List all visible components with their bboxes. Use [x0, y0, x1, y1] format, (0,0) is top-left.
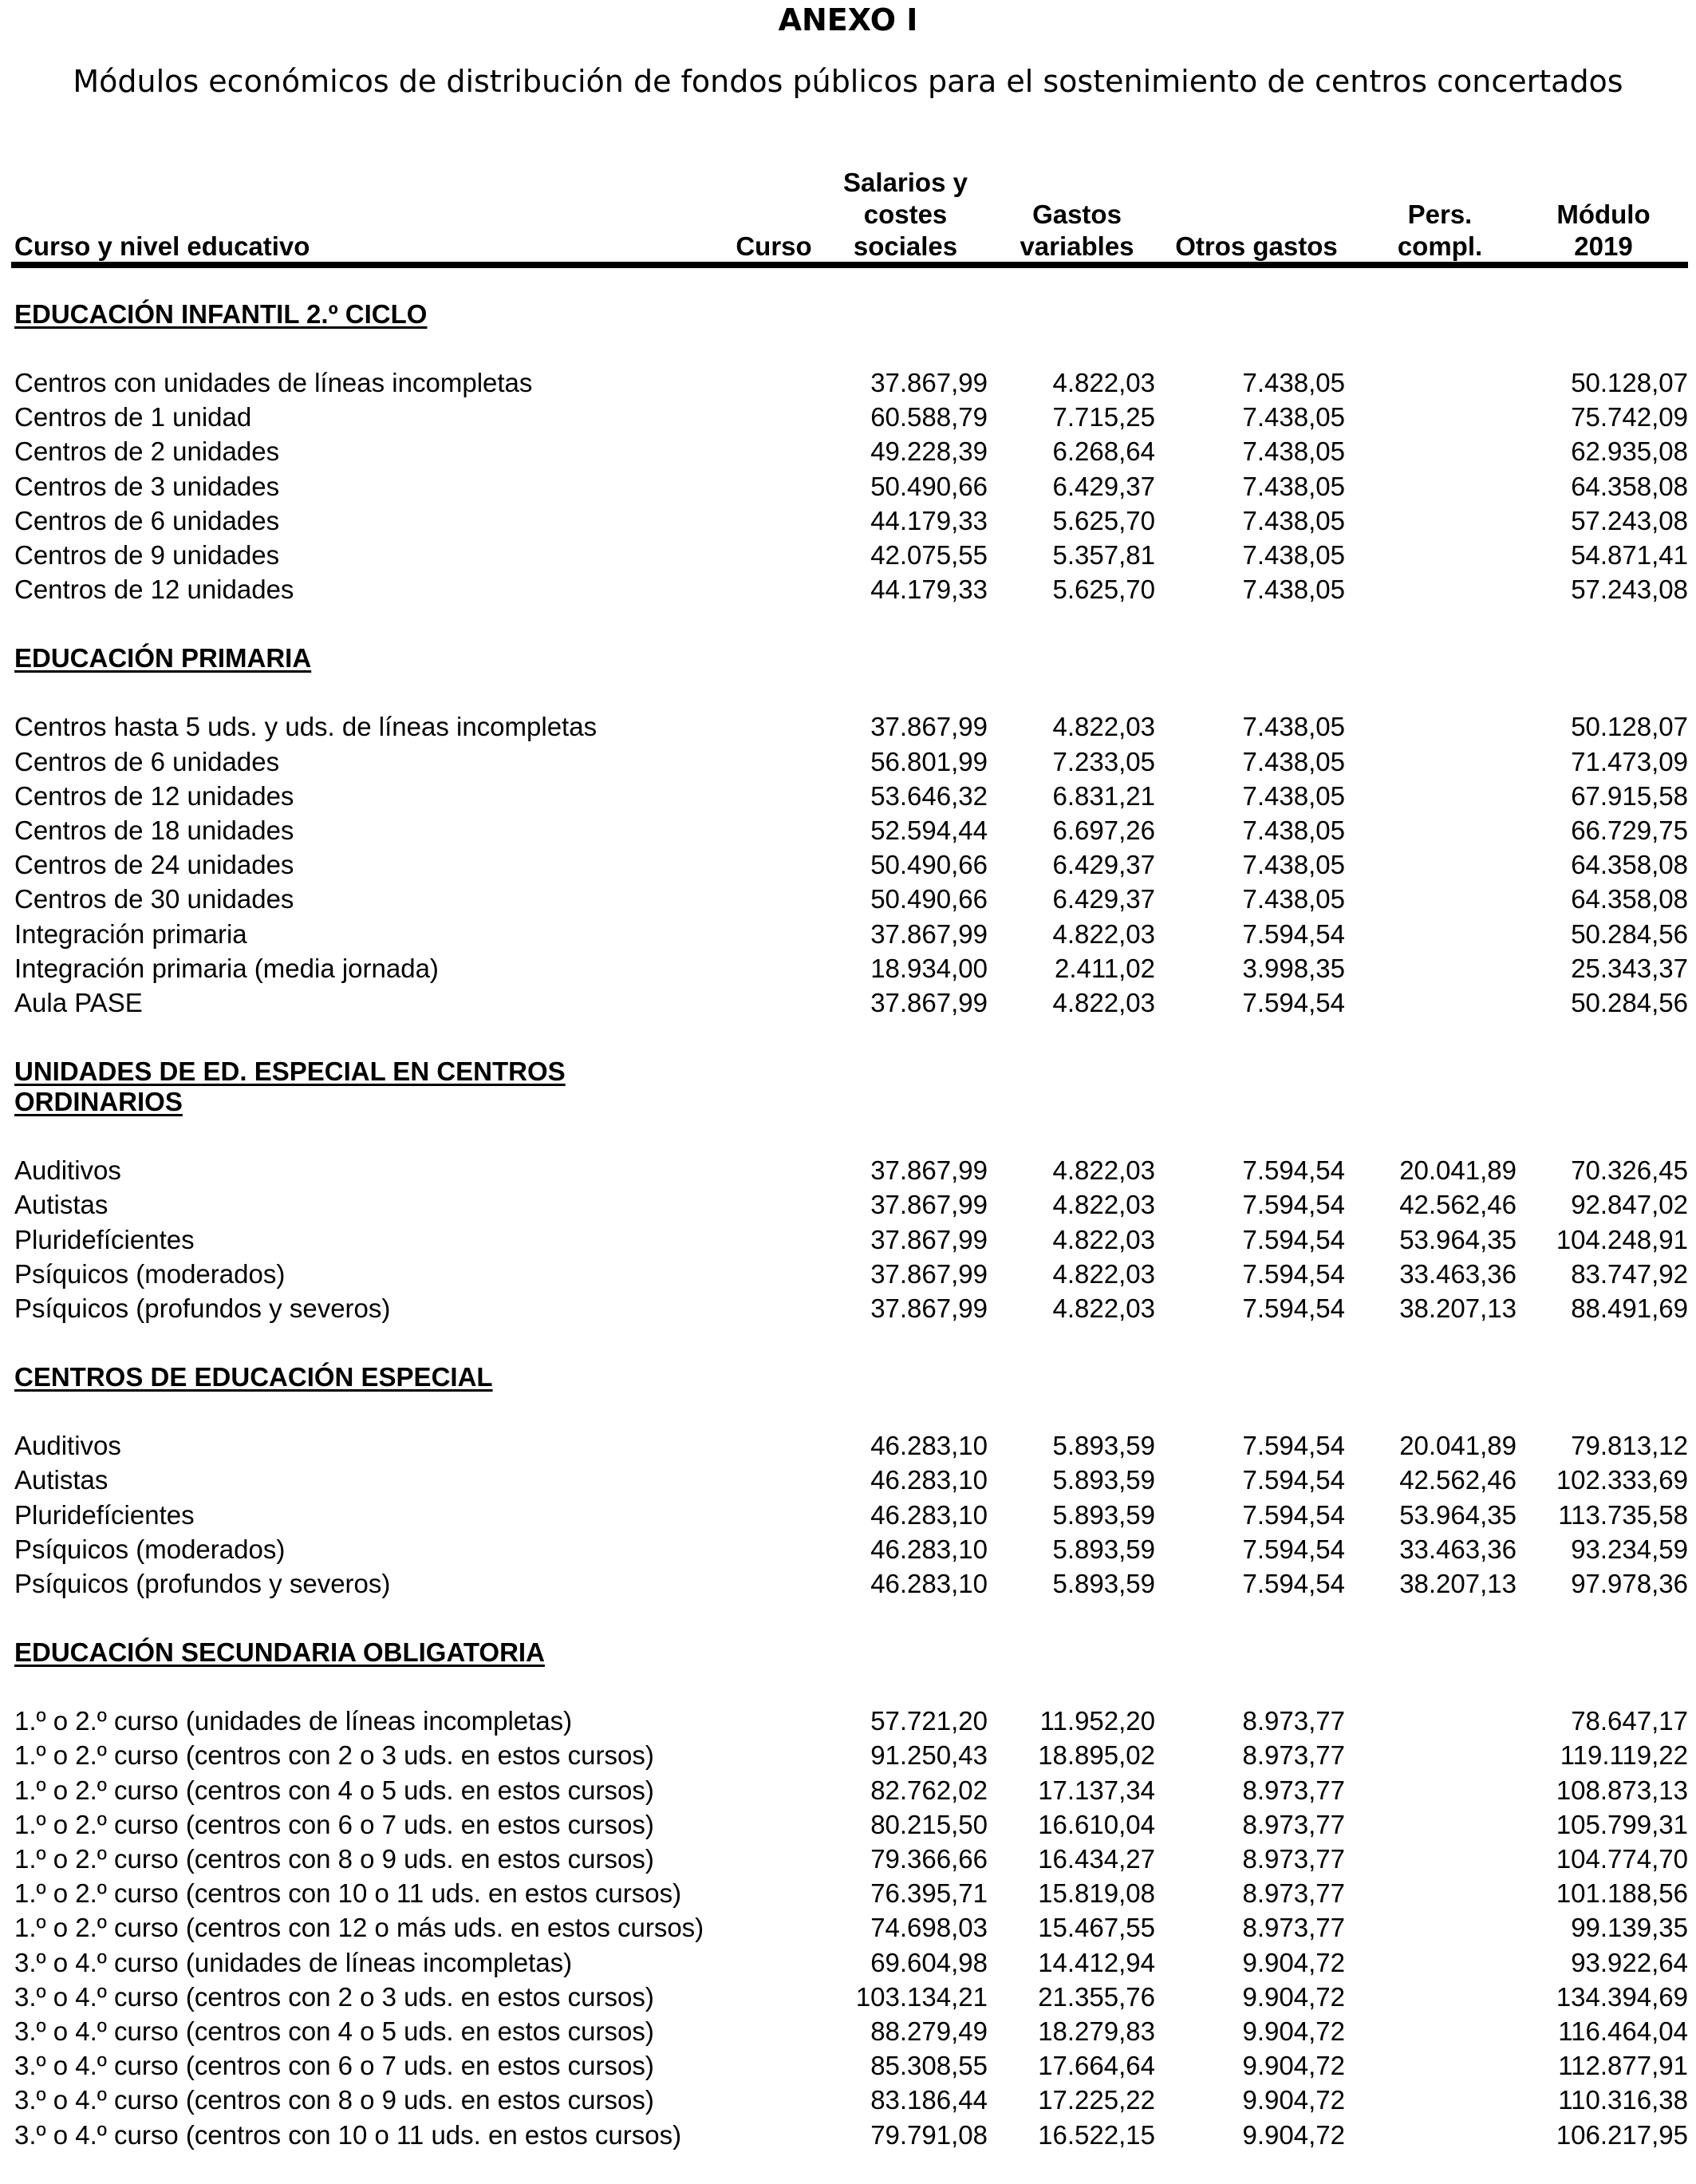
otros-cell: 7.438,05: [1242, 575, 1345, 605]
column-header-modulo: [1528, 199, 1679, 263]
row-label: Psíquicos (profundos y severos): [14, 1293, 391, 1323]
gastos-cell: 17.137,34: [1038, 1775, 1155, 1805]
section-heading: EDUCACIÓN PRIMARIA: [14, 643, 312, 673]
otros-cell: 8.973,77: [1242, 1878, 1345, 1909]
modulo-cell: 71.473,09: [1571, 746, 1688, 776]
pers-cell: 33.463,36: [1399, 1534, 1517, 1564]
row-label: 1.º o 2.º curso (centros con 8 o 9 uds. en estos cursos): [14, 1844, 654, 1874]
row-label: Centros de 24 unidades: [14, 850, 294, 880]
gastos-cell: 15.467,55: [1038, 1913, 1155, 1943]
modulo-cell: 78.647,17: [1571, 1706, 1688, 1736]
header-rule: [11, 262, 1688, 268]
gastos-cell: 5.357,81: [1052, 540, 1155, 570]
gastos-cell: 6.429,37: [1052, 471, 1155, 501]
gastos-cell: 7.233,05: [1052, 746, 1155, 776]
column-header-modulo-line: 2019: [1574, 231, 1633, 261]
otros-cell: 7.594,54: [1242, 988, 1345, 1017]
row-label: Auditivos: [14, 1431, 121, 1461]
salarios-cell: 46.283,10: [870, 1431, 988, 1461]
row-label: Centros de 30 unidades: [14, 884, 294, 914]
salarios-cell: 37.867,99: [870, 988, 988, 1017]
gastos-cell: 17.664,64: [1038, 2051, 1155, 2081]
modulo-cell: 25.343,37: [1571, 953, 1688, 983]
salarios-cell: 37.867,99: [870, 1224, 988, 1254]
modulo-cell: 57.243,08: [1571, 505, 1688, 535]
modulo-cell: 50.284,56: [1571, 988, 1688, 1017]
row-label: 1.º o 2.º curso (centros con 6 o 7 uds. en estos cursos): [14, 1809, 654, 1839]
modulo-cell: 104.248,91: [1556, 1224, 1688, 1254]
modulo-cell: 50.284,56: [1571, 918, 1688, 949]
salarios-cell: 91.250,43: [870, 1740, 988, 1771]
gastos-cell: 6.268,64: [1052, 436, 1155, 467]
column-header-pers-line: Pers.: [1407, 199, 1473, 229]
modulo-cell: 88.491,69: [1571, 1293, 1688, 1323]
otros-cell: 9.904,72: [1242, 2085, 1345, 2115]
row-label: Centros de 2 unidades: [14, 436, 280, 467]
modulo-cell: 54.871,41: [1571, 540, 1688, 570]
salarios-cell: 50.490,66: [870, 884, 988, 914]
row-label: 3.º o 4.º curso (unidades de líneas incompletas): [14, 1947, 573, 1977]
gastos-cell: 21.355,76: [1038, 1981, 1155, 2012]
column-header-pers: [1372, 199, 1508, 263]
otros-cell: 7.438,05: [1242, 540, 1345, 570]
salarios-cell: 50.490,66: [870, 850, 988, 880]
gastos-cell: 6.697,26: [1052, 816, 1155, 845]
gastos-cell: 16.434,27: [1038, 1844, 1155, 1874]
table-header: [0, 164, 1696, 263]
gastos-cell: 4.822,03: [1052, 918, 1155, 949]
column-header-pers-line: compl.: [1397, 231, 1483, 261]
otros-cell: 8.973,77: [1242, 1775, 1345, 1805]
salarios-cell: 53.646,32: [870, 780, 988, 811]
row-label: Psíquicos (profundos y severos): [14, 1569, 391, 1598]
gastos-cell: 4.822,03: [1052, 368, 1155, 397]
modulo-cell: 134.394,69: [1556, 1981, 1688, 2012]
modulo-cell: 101.188,56: [1556, 1878, 1688, 1909]
gastos-cell: 4.822,03: [1052, 1190, 1155, 1220]
row-label: Autistas: [14, 1190, 108, 1220]
salarios-cell: 37.867,99: [870, 1155, 988, 1186]
otros-cell: 7.438,05: [1242, 436, 1345, 467]
column-header-salarios-line: sociales: [853, 231, 958, 261]
gastos-cell: 5.893,59: [1052, 1569, 1155, 1598]
row-label: Centros de 3 unidades: [14, 471, 280, 501]
otros-cell: 7.438,05: [1242, 780, 1345, 811]
row-label: 1.º o 2.º curso (centros con 10 o 11 uds. en estos cursos): [14, 1878, 682, 1909]
modulo-cell: 112.877,91: [1558, 2051, 1688, 2081]
salarios-cell: 46.283,10: [870, 1499, 988, 1530]
row-label: 1.º o 2.º curso (centros con 2 o 3 uds. en estos cursos): [14, 1740, 654, 1771]
row-label: Centros de 6 unidades: [14, 505, 280, 535]
gastos-cell: 4.822,03: [1052, 1224, 1155, 1254]
row-label: Pluridefícientes: [14, 1224, 195, 1254]
gastos-cell: 18.895,02: [1038, 1740, 1155, 1771]
row-label: Centros de 9 unidades: [14, 540, 280, 570]
otros-cell: 9.904,72: [1242, 1981, 1345, 2012]
salarios-cell: 76.395,71: [870, 1878, 988, 1909]
row-label: Auditivos: [14, 1155, 121, 1186]
otros-cell: 7.594,54: [1242, 1258, 1345, 1289]
gastos-cell: 6.429,37: [1052, 850, 1155, 880]
salarios-cell: 46.283,10: [870, 1569, 988, 1598]
salarios-cell: 37.867,99: [870, 368, 988, 397]
gastos-cell: 4.822,03: [1052, 1258, 1155, 1289]
otros-cell: 8.973,77: [1242, 1913, 1345, 1943]
salarios-cell: 37.867,99: [870, 918, 988, 949]
column-header-modulo-line: Módulo: [1556, 199, 1651, 229]
salarios-cell: 103.134,21: [855, 1981, 988, 2012]
otros-cell: 7.438,05: [1242, 471, 1345, 501]
modulo-cell: 50.128,07: [1571, 368, 1688, 397]
otros-cell: 7.594,54: [1242, 1465, 1345, 1495]
column-header-curso: Curso: [736, 231, 812, 261]
gastos-cell: 5.625,70: [1052, 575, 1155, 605]
row-label: 3.º o 4.º curso (centros con 4 o 5 uds. en estos cursos): [14, 2016, 654, 2046]
salarios-cell: 46.283,10: [870, 1465, 988, 1495]
pers-cell: 42.562,46: [1399, 1465, 1517, 1495]
row-label: Centros de 12 unidades: [14, 575, 294, 605]
otros-cell: 7.594,54: [1242, 1293, 1345, 1323]
otros-cell: 8.973,77: [1242, 1844, 1345, 1874]
row-label: Autistas: [14, 1465, 108, 1495]
modulo-cell: 62.935,08: [1571, 436, 1688, 467]
gastos-cell: 7.715,25: [1052, 402, 1155, 432]
modulo-cell: 79.813,12: [1571, 1431, 1688, 1461]
modulo-cell: 64.358,08: [1571, 884, 1688, 914]
gastos-cell: 17.225,22: [1038, 2085, 1155, 2115]
column-header-gastos-line: Gastos: [1032, 199, 1122, 229]
modulo-cell: 67.915,58: [1571, 780, 1688, 811]
pers-cell: 42.562,46: [1399, 1190, 1517, 1220]
row-label: Psíquicos (moderados): [14, 1534, 286, 1564]
row-label: Centros de 18 unidades: [14, 816, 294, 845]
gastos-cell: 5.893,59: [1052, 1465, 1155, 1495]
otros-cell: 7.438,05: [1242, 402, 1345, 432]
column-header-otros: Otros gastos: [1175, 231, 1338, 261]
row-label: Integración primaria (media jornada): [14, 953, 439, 983]
row-label: 1.º o 2.º curso (centros con 12 o más uds. en estos cursos): [14, 1913, 704, 1943]
row-label: 1.º o 2.º curso (centros con 4 o 5 uds. en estos cursos): [14, 1775, 654, 1805]
otros-cell: 3.998,35: [1242, 953, 1345, 983]
gastos-cell: 16.522,15: [1038, 2119, 1155, 2150]
row-label: 1.º o 2.º curso (unidades de líneas incompletas): [14, 1706, 573, 1736]
gastos-cell: 5.625,70: [1052, 505, 1155, 535]
otros-cell: 9.904,72: [1242, 2119, 1345, 2150]
section-heading: CENTROS DE EDUCACIÓN ESPECIAL: [14, 1362, 493, 1392]
modulo-cell: 119.119,22: [1560, 1740, 1688, 1771]
row-label: Centros de 6 unidades: [14, 746, 280, 776]
otros-cell: 7.438,05: [1242, 746, 1345, 776]
gastos-cell: 15.819,08: [1038, 1878, 1155, 1909]
section-heading: EDUCACIÓN SECUNDARIA OBLIGATORIA: [14, 1637, 545, 1668]
row-label: Pluridefícientes: [14, 1499, 195, 1530]
otros-cell: 7.438,05: [1242, 816, 1345, 845]
salarios-cell: 44.179,33: [870, 505, 988, 535]
otros-cell: 7.438,05: [1242, 368, 1345, 397]
gastos-cell: 18.279,83: [1038, 2016, 1155, 2046]
gastos-cell: 11.952,20: [1039, 1706, 1155, 1736]
gastos-cell: 5.893,59: [1052, 1534, 1155, 1564]
modulo-cell: 93.922,64: [1571, 1947, 1688, 1977]
modulo-cell: 83.747,92: [1571, 1258, 1688, 1289]
otros-cell: 9.904,72: [1242, 1947, 1345, 1977]
gastos-cell: 5.893,59: [1052, 1499, 1155, 1530]
pers-cell: 20.041,89: [1399, 1155, 1517, 1186]
gastos-cell: 6.429,37: [1052, 884, 1155, 914]
modulo-cell: 64.358,08: [1571, 471, 1688, 501]
salarios-cell: 79.366,66: [870, 1844, 988, 1874]
otros-cell: 8.973,77: [1242, 1809, 1345, 1839]
otros-cell: 7.594,54: [1242, 1224, 1345, 1254]
pers-cell: 53.964,35: [1399, 1499, 1517, 1530]
column-header-gastos-line: variables: [1020, 231, 1134, 261]
salarios-cell: 83.186,44: [870, 2085, 988, 2115]
gastos-cell: 2.411,02: [1054, 953, 1155, 983]
salarios-cell: 79.791,08: [870, 2119, 988, 2150]
salarios-cell: 37.867,99: [870, 712, 988, 742]
salarios-cell: 82.762,02: [870, 1775, 988, 1805]
otros-cell: 9.904,72: [1242, 2016, 1345, 2046]
salarios-cell: 42.075,55: [870, 540, 988, 570]
pers-cell: 33.463,36: [1399, 1258, 1517, 1289]
salarios-cell: 85.308,55: [870, 2051, 988, 2081]
row-label: Centros con unidades de líneas incompletas: [14, 368, 533, 397]
column-header-gastos: [1001, 199, 1153, 263]
row-label: Centros de 12 unidades: [14, 780, 294, 811]
column-header-salarios: [822, 167, 989, 263]
modulo-cell: 75.742,09: [1571, 402, 1688, 432]
otros-cell: 7.594,54: [1242, 1431, 1345, 1461]
otros-cell: 8.973,77: [1242, 1706, 1345, 1736]
modulo-cell: 97.978,36: [1571, 1569, 1688, 1598]
page-title: ANEXO I: [778, 2, 918, 38]
row-label: 3.º o 4.º curso (centros con 6 o 7 uds. en estos cursos): [14, 2051, 654, 2081]
pers-cell: 38.207,13: [1399, 1569, 1517, 1598]
gastos-cell: 4.822,03: [1052, 988, 1155, 1017]
modulo-cell: 113.735,58: [1558, 1499, 1688, 1530]
modulo-cell: 104.774,70: [1556, 1844, 1688, 1874]
otros-cell: 7.438,05: [1242, 505, 1345, 535]
gastos-cell: 5.893,59: [1052, 1431, 1155, 1461]
salarios-cell: 37.867,99: [870, 1258, 988, 1289]
row-label: Psíquicos (moderados): [14, 1258, 286, 1289]
gastos-cell: 14.412,94: [1038, 1947, 1155, 1977]
salarios-cell: 50.490,66: [870, 471, 988, 501]
gastos-cell: 6.831,21: [1052, 780, 1155, 811]
gastos-cell: 4.822,03: [1052, 712, 1155, 742]
otros-cell: 7.438,05: [1242, 850, 1345, 880]
modulo-cell: 70.326,45: [1571, 1155, 1688, 1186]
gastos-cell: 4.822,03: [1052, 1293, 1155, 1323]
salarios-cell: 74.698,03: [870, 1913, 988, 1943]
salarios-cell: 88.279,49: [870, 2016, 988, 2046]
gastos-cell: 4.822,03: [1052, 1155, 1155, 1186]
otros-cell: 7.594,54: [1242, 1190, 1345, 1220]
salarios-cell: 60.588,79: [870, 402, 988, 432]
modulo-cell: 110.316,38: [1558, 2085, 1688, 2115]
row-label: Centros hasta 5 uds. y uds. de líneas incompletas: [14, 712, 598, 742]
modulo-cell: 106.217,95: [1556, 2119, 1688, 2150]
otros-cell: 7.594,54: [1242, 918, 1345, 949]
pers-cell: 53.964,35: [1399, 1224, 1517, 1254]
modulo-cell: 66.729,75: [1571, 816, 1688, 845]
pers-cell: 20.041,89: [1399, 1431, 1517, 1461]
salarios-cell: 37.867,99: [870, 1190, 988, 1220]
modulo-cell: 99.139,35: [1571, 1913, 1688, 1943]
modulo-cell: 57.243,08: [1571, 575, 1688, 605]
section-heading: ORDINARIOS: [14, 1087, 183, 1117]
column-header-nivel: Curso y nivel educativo: [14, 231, 310, 261]
salarios-cell: 44.179,33: [870, 575, 988, 605]
page-subtitle: Módulos económicos de distribución de fondos públicos para el sostenimiento de centros concertados: [73, 64, 1623, 99]
otros-cell: 9.904,72: [1242, 2051, 1345, 2081]
row-label: 3.º o 4.º curso (centros con 10 o 11 uds. en estos cursos): [14, 2119, 682, 2150]
salarios-cell: 18.934,00: [870, 953, 988, 983]
gastos-cell: 16.610,04: [1038, 1809, 1155, 1839]
modulo-cell: 50.128,07: [1571, 712, 1688, 742]
otros-cell: 7.594,54: [1242, 1499, 1345, 1530]
column-header-salarios-line: Salarios y: [843, 168, 968, 197]
otros-cell: 7.438,05: [1242, 884, 1345, 914]
salarios-cell: 37.867,99: [870, 1293, 988, 1323]
modulo-cell: 105.799,31: [1556, 1809, 1688, 1839]
row-label: 3.º o 4.º curso (centros con 8 o 9 uds. en estos cursos): [14, 2085, 654, 2115]
modulo-cell: 108.873,13: [1556, 1775, 1688, 1805]
row-label: 3.º o 4.º curso (centros con 2 o 3 uds. en estos cursos): [14, 1981, 654, 2012]
row-label: Centros de 1 unidad: [14, 402, 252, 432]
modulo-cell: 102.333,69: [1556, 1465, 1688, 1495]
otros-cell: 8.973,77: [1242, 1740, 1345, 1771]
salarios-cell: 80.215,50: [870, 1809, 988, 1839]
salarios-cell: 46.283,10: [870, 1534, 988, 1564]
modulo-cell: 92.847,02: [1571, 1190, 1688, 1220]
otros-cell: 7.438,05: [1242, 712, 1345, 742]
section-heading: EDUCACIÓN INFANTIL 2.º CICLO: [14, 299, 428, 329]
salarios-cell: 56.801,99: [870, 746, 988, 776]
salarios-cell: 57.721,20: [870, 1706, 988, 1736]
modulo-cell: 93.234,59: [1571, 1534, 1688, 1564]
otros-cell: 7.594,54: [1242, 1569, 1345, 1598]
section-heading: UNIDADES DE ED. ESPECIAL EN CENTROS: [14, 1056, 566, 1087]
salarios-cell: 69.604,98: [870, 1947, 988, 1977]
salarios-cell: 49.228,39: [870, 436, 988, 467]
row-label: Aula PASE: [14, 988, 143, 1017]
otros-cell: 7.594,54: [1242, 1534, 1345, 1564]
salarios-cell: 52.594,44: [870, 816, 988, 845]
column-header-salarios-line: costes: [863, 199, 948, 229]
row-label: Integración primaria: [14, 918, 247, 949]
otros-cell: 7.594,54: [1242, 1155, 1345, 1186]
modulo-cell: 116.464,04: [1558, 2016, 1688, 2046]
modulo-cell: 64.358,08: [1571, 850, 1688, 880]
pers-cell: 38.207,13: [1399, 1293, 1517, 1323]
